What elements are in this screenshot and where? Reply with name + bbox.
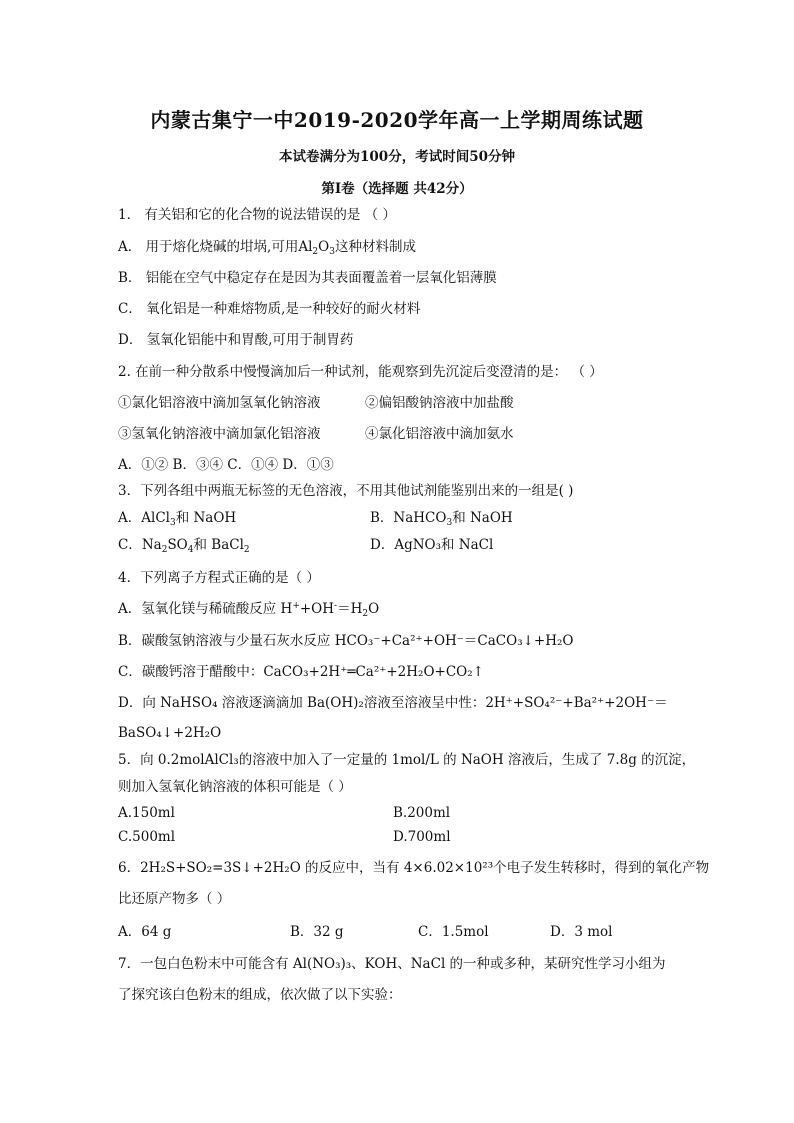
superscript: +: [292, 601, 300, 611]
question-3-option-c: [118, 536, 250, 554]
option-text: SO: [167, 537, 188, 553]
question-4-stem: 4．下列离子方程式正确的是（ ）: [118, 570, 320, 586]
question-3-option-b: [370, 509, 513, 527]
question-5-stem: 5．向 0.2molAlCl₃的溶液中加入了一定量的 1mol/L 的 NaOH 溶液后，生成了 7.8g 的沉淀，: [118, 752, 696, 768]
subscript: 3: [169, 518, 176, 528]
question-4-option-c: C．碳酸钙溶于醋酸中：CaCO₃+2H⁺═Ca²⁺+2H₂O+CO₂↑: [118, 664, 484, 680]
question-2-item-3: ③氢氧化钠溶液中滴加氯化铝溶液: [118, 426, 321, 442]
subscript: 4: [187, 545, 194, 555]
question-1-option-a: [118, 238, 416, 256]
question-1-stem: 1． 有关铝和它的化合物的说法错误的是 （ ）: [118, 207, 396, 223]
option-text: A． 用于熔化烧碱的坩埚,可用Al: [118, 239, 313, 255]
option-text: A．AlCl: [118, 510, 170, 526]
question-3-option-d: D．AgNO₃和 NaCl: [370, 537, 494, 553]
question-5-option-d: D.700ml: [393, 829, 451, 845]
question-4-option-a: [118, 600, 379, 618]
option-text: A．氢氧化镁与稀硫酸反应 H: [118, 601, 293, 617]
question-4-option-d-continued: BaSO₄↓+2H₂O: [118, 725, 222, 741]
question-4-option-d: D．向 NaHSO₄ 溶液逐滴滴加 Ba(OH)₂溶液至溶液呈中性：2H⁺+SO₄²⁻+Ba²⁺+2OH⁻＝: [118, 695, 668, 711]
question-2-answers: A．①② B．③④ C．①④ D．①③: [118, 457, 334, 473]
question-5-stem-continued: 则加入氢氧化钠溶液的体积可能是（ ）: [118, 779, 352, 795]
question-5-option-b: B.200ml: [393, 805, 451, 821]
page-title: 内蒙古集宁一中2019-2020学年高一上学期周练试题: [150, 108, 644, 132]
question-6-stem-continued: 比还原产物多（ ）: [118, 891, 231, 907]
option-text: 和 BaCl: [193, 537, 244, 553]
question-6-option-c: C．1.5mol: [418, 924, 489, 940]
question-5-option-a: A.150ml: [118, 805, 175, 821]
question-6-option-b: B．32 g: [290, 924, 344, 940]
subscript: 3: [329, 247, 335, 257]
question-4-option-b: B．碳酸氢钠溶液与少量石灰水反应 HCO₃⁻+Ca²⁺+OH⁻＝CaCO₃↓+H₂O: [118, 633, 574, 649]
question-2-item-4: ④氯化铝溶液中滴加氨水: [365, 426, 514, 442]
subscript: 2: [243, 545, 250, 555]
question-2-stem: 2. 在前一种分散系中慢慢滴加后一种试剂，能观察到先沉淀后变澄清的是： （ ）: [118, 364, 603, 380]
question-2-item-2: ②偏铝酸钠溶液中加盐酸: [365, 395, 514, 411]
subscript: 2: [161, 545, 168, 555]
question-5-option-c: C.500ml: [118, 829, 176, 845]
question-1-option-c: C． 氧化铝是一种难熔物质,是一种较好的耐火材料: [118, 301, 421, 317]
superscript: -: [334, 601, 338, 611]
option-text: O: [318, 239, 330, 255]
exam-info: 本试卷满分为100分，考试时间50分钟: [279, 149, 515, 165]
option-text: 这种材料制成: [334, 239, 416, 255]
subscript: 3: [446, 518, 453, 528]
subscript: 2: [312, 247, 319, 257]
question-1-option-b: B． 铝能在空气中稳定存在是因为其表面覆盖着一层氧化铝薄膜: [118, 270, 497, 286]
question-6-stem: 6．2H₂S+SO₂=3S↓+2H₂O 的反应中，当有 4×6.02×10²³个电子发生转移时，得到的氧化产物: [118, 860, 710, 876]
option-text: C．Na: [118, 537, 162, 553]
question-2-item-1: ①氯化铝溶液中滴加氢氧化钠溶液: [118, 395, 321, 411]
option-text: 和 NaOH: [452, 510, 513, 526]
question-7-stem: 7．一包白色粉末中可能含有 Al(NO₃)₃、KOH、NaCl 的一种或多种，某研究性学习小组为: [118, 956, 666, 972]
option-text: +OH: [299, 601, 335, 617]
question-6-option-a: A．64 g: [118, 924, 172, 940]
option-text: 和 NaOH: [175, 510, 237, 526]
subscript: 2: [362, 609, 369, 619]
question-3-option-a: [118, 509, 236, 527]
question-3-stem: 3．下列各组中两瓶无标签的无色溶液，不用其他试剂能鉴别出来的一组是( ): [118, 483, 574, 499]
option-text: B．NaHCO: [370, 510, 447, 526]
question-6-option-d: D．3 mol: [550, 924, 613, 940]
section-heading: 第Ⅰ卷（选择题 共42分）: [321, 181, 473, 197]
option-text: ＝H: [337, 601, 363, 617]
option-text: O: [368, 601, 380, 617]
question-1-option-d: D． 氢氧化铝能中和胃酸,可用于制胃药: [118, 332, 354, 348]
question-7-stem-continued: 了探究该白色粉末的组成，依次做了以下实验：: [118, 987, 402, 1003]
